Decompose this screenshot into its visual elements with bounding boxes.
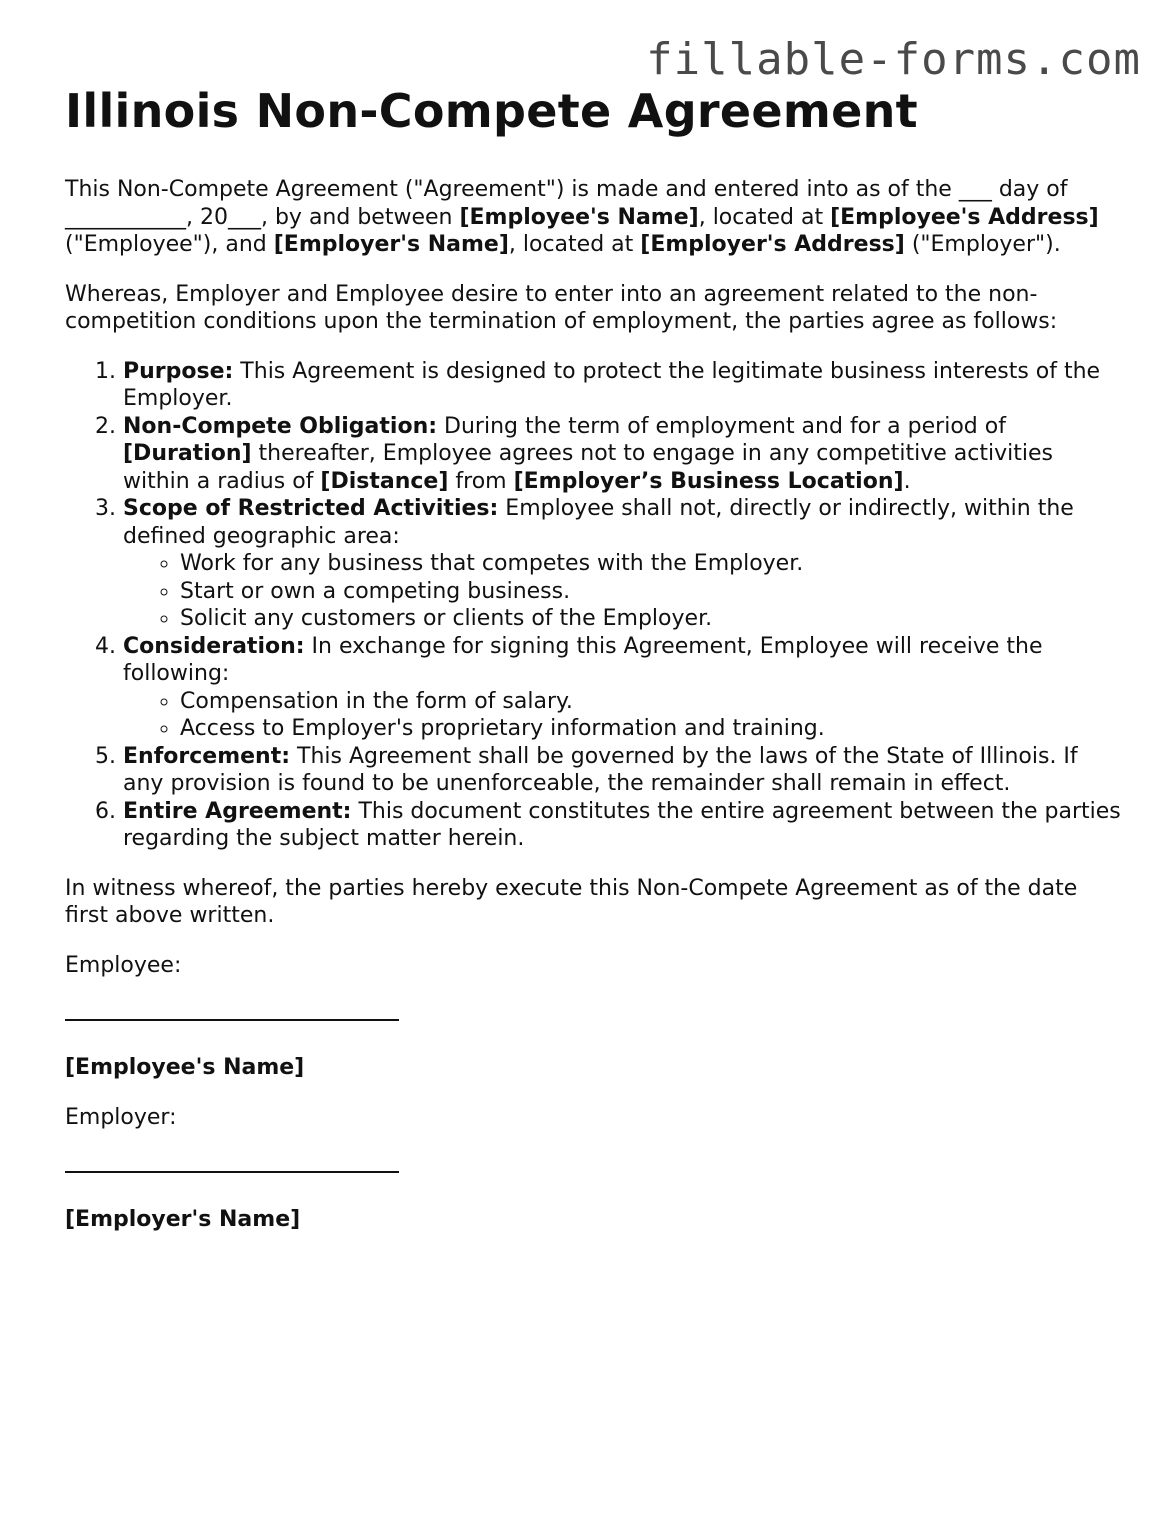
term-label: Enforcement: bbox=[123, 743, 291, 769]
consideration-sublist bbox=[123, 688, 1125, 743]
business-location-placeholder: [Employer’s Business Location] bbox=[513, 468, 904, 494]
duration-placeholder: [Duration] bbox=[123, 441, 252, 466]
term-label: Consideration: bbox=[123, 633, 305, 659]
term-scope bbox=[123, 495, 1125, 633]
intro-text-2: , located at bbox=[698, 204, 831, 230]
term-text: This Agreement shall be governed by the laws of the State of Illinois. If any provision is found to be unenforceable, the remainder shall remain in effect. bbox=[123, 743, 1078, 796]
term-label: Scope of Restricted Activities: bbox=[123, 496, 499, 521]
agreement-document bbox=[65, 82, 1125, 1256]
list-item: ◦ Solicit any customers or clients of the Employer. bbox=[180, 605, 1125, 633]
term-text: In exchange for signing this Agreement, Employee will receive the following: bbox=[123, 633, 1043, 686]
site-watermark: fillable-forms.com bbox=[646, 34, 1141, 85]
term-text: During the term of employment and for a period of bbox=[437, 413, 1006, 439]
list-item: ◦ Work for any business that competes with the Employer. bbox=[180, 550, 1125, 578]
term-non-compete bbox=[123, 413, 1125, 496]
scope-sublist bbox=[123, 550, 1125, 633]
term-text: Employee shall not, directly or indirectly, within the defined geographic area: bbox=[123, 496, 1074, 549]
whereas-paragraph: Whereas, Employer and Employee desire to enter into an agreement related to the non-competition conditions upon the termination of employment, the parties agree as follows: bbox=[65, 281, 1058, 334]
term-label: Entire Agreement: bbox=[123, 798, 352, 824]
intro-text-5: ("Employer"). bbox=[904, 232, 1061, 257]
list-item: ◦ Compensation in the form of salary. bbox=[180, 688, 1125, 716]
term-entire-agreement bbox=[123, 798, 1125, 853]
term-label: Purpose: bbox=[123, 358, 234, 384]
employee-address-placeholder: [Employee's Address] bbox=[830, 204, 1099, 230]
intro-text-4: , located at bbox=[508, 232, 641, 257]
distance-placeholder: [Distance] bbox=[320, 468, 449, 494]
intro-text-1: This Non-Compete Agreement ("Agreement") is made and entered into as of the ___ day of ___________, 20___, by and between bbox=[65, 177, 1068, 230]
intro-text-3: ("Employee"), and bbox=[65, 232, 274, 257]
intro-paragraph bbox=[65, 176, 1125, 259]
employer-signature-line[interactable] bbox=[65, 1171, 399, 1173]
term-text: This Agreement is designed to protect the legitimate business interests of the Employer. bbox=[123, 358, 1101, 411]
term-consideration bbox=[123, 633, 1125, 743]
employee-signature-line[interactable] bbox=[65, 1019, 399, 1021]
term-text: thereafter, Employee agrees not to engage in any competitive activities within a radius of bbox=[123, 441, 1053, 494]
employee-signature-label: Employee: bbox=[65, 952, 182, 978]
employer-address-placeholder: [Employer's Address] bbox=[640, 232, 905, 257]
document-title: Illinois Non-Compete Agreement bbox=[65, 84, 918, 138]
list-item: ◦ Access to Employer's proprietary information and training. bbox=[180, 715, 1125, 743]
employee-name-placeholder: [Employee's Name] bbox=[459, 204, 699, 230]
term-label: Non-Compete Obligation: bbox=[123, 413, 438, 439]
terms-list bbox=[65, 358, 1125, 853]
term-text: This document constitutes the entire agreement between the parties regarding the subject matter herein. bbox=[123, 798, 1121, 851]
term-text: . bbox=[903, 468, 911, 494]
list-item: ◦ Start or own a competing business. bbox=[180, 578, 1125, 606]
employer-name-placeholder: [Employer's Name] bbox=[273, 232, 509, 257]
term-purpose bbox=[123, 358, 1125, 413]
term-text: from bbox=[448, 468, 514, 494]
employer-signature-label: Employer: bbox=[65, 1104, 177, 1130]
employee-signature-name: [Employee's Name] bbox=[65, 1055, 305, 1080]
witness-paragraph: In witness whereof, the parties hereby execute this Non-Compete Agreement as of the date first above written. bbox=[65, 875, 1078, 928]
employer-signature-name: [Employer's Name] bbox=[65, 1207, 301, 1232]
term-enforcement bbox=[123, 743, 1125, 798]
